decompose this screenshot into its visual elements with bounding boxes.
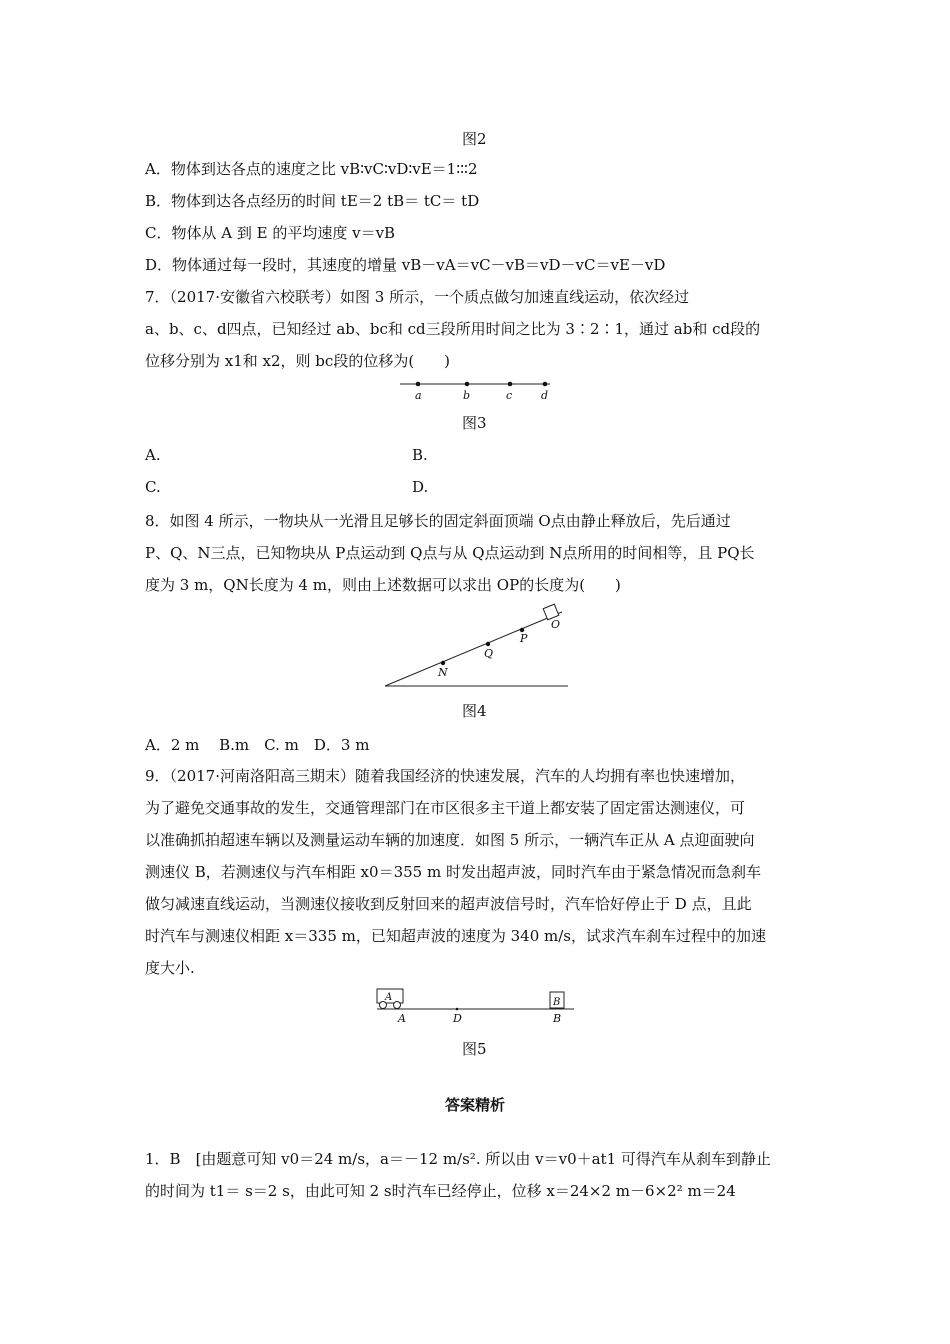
fig4-point-q — [486, 642, 490, 646]
q7-line-2: a、b、c、d四点，已知经过 ab、bc和 cd三段所用时间之比为 3∶2∶1，通过 ab和 cd段的 — [145, 320, 761, 338]
fig4-caption: 图4 — [462, 702, 487, 720]
fig4-label-p: P — [520, 632, 528, 645]
fig4-label-o: O — [551, 618, 561, 631]
q6-option-a: A．物体到达各点的速度之比 vB∶vC∶vD∶vE＝1∶∶∶2 — [145, 160, 478, 178]
fig5-car-wheel-right — [394, 1002, 401, 1009]
fig3-label-b: b — [463, 389, 471, 402]
fig3-point-a — [416, 382, 421, 387]
q6-option-d: D．物体通过每一段时，其速度的增量 vB－vA＝vC－vB＝vD－vC＝vE－vD — [145, 256, 666, 274]
fig5-label-d: D — [453, 1012, 462, 1025]
figure-5 — [372, 984, 582, 1026]
q9-line-5: 做匀减速直线运动，当测速仪接收到反射回来的超声波信号时，汽车恰好停止于 D 点，且此 — [145, 895, 752, 913]
fig4-incline — [385, 612, 562, 686]
fig5-caption: 图5 — [462, 1040, 487, 1058]
fig3-point-d — [543, 382, 548, 387]
fig4-label-n: N — [438, 666, 448, 679]
q8-line-3: 度为 3 m，QN长度为 4 m，则由上述数据可以求出 OP的长度为( ) — [145, 576, 621, 594]
q7-option-d: D. — [412, 478, 429, 496]
q9-line-7: 度大小. — [145, 959, 195, 977]
answer-title: 答案精析 — [444, 1096, 505, 1114]
fig3-caption: 图3 — [462, 414, 487, 432]
fig4-label-q: Q — [484, 647, 494, 660]
q6-option-b: B．物体到达各点经历的时间 tE＝2 tB＝ tC＝ tD — [145, 192, 480, 210]
q6-option-c: C．物体从 A 到 E 的平均速度 v＝vB — [145, 224, 396, 242]
fig5-radar-label: B — [553, 997, 561, 1008]
fig3-point-b — [465, 382, 470, 387]
q7-line-1: 7．（2017·安徽省六校联考）如图 3 所示，一个质点做匀加速直线运动，依次经过 — [145, 288, 690, 306]
q7-line-3: 位移分别为 x1和 x2，则 bc段的位移为( ) — [145, 352, 451, 370]
answer-line-2: 的时间为 t1＝ s＝2 s，由此可知 2 s时汽车已经停止，位移 x＝24×2 m－6×2² m＝24 — [145, 1182, 736, 1200]
q7-option-b: B. — [412, 446, 428, 464]
fig5-car-label: A — [385, 992, 393, 1003]
fig3-label-d: d — [541, 389, 549, 402]
fig4-point-n — [441, 661, 445, 665]
fig5-point-d — [456, 1008, 459, 1011]
q9-line-1: 9．（2017·河南洛阳高三期末）随着我国经济的快速发展，汽车的人均拥有率也快速增加， — [145, 767, 745, 785]
q7-option-a: A. — [145, 446, 161, 464]
fig5-label-b: B — [553, 1012, 562, 1025]
q7-option-c: C. — [145, 478, 161, 496]
q8-options: A．2 m B.m C. m D．3 m — [145, 736, 370, 754]
fig2-caption: 图2 — [462, 130, 487, 148]
fig5-label-a: A — [398, 1012, 406, 1025]
q9-line-2: 为了避免交通事故的发生，交通管理部门在市区很多主干道上都安装了固定雷达测速仪，可 — [145, 799, 746, 817]
q9-line-6: 时汽车与测速仪相距 x＝335 m，已知超声波的速度为 340 m/s，试求汽车刹车过程中的加速 — [145, 927, 766, 945]
answer-line-1: 1．B [由题意可知 v0＝24 m/s，a＝－12 m/s². 所以由 v＝v0＋at1 可得汽车从刹车到静止 — [145, 1150, 771, 1168]
fig3-label-a: a — [415, 389, 422, 402]
figure-3 — [395, 375, 560, 405]
figure-4 — [380, 600, 575, 692]
fig3-label-c: c — [506, 389, 513, 402]
q9-line-3: 以准确抓拍超速车辆以及测量运动车辆的加速度．如图 5 所示，一辆汽车正从 A 点迎面驶向 — [145, 831, 755, 849]
q8-line-2: P、Q、N三点，已知物块从 P点运动到 Q点与从 Q点运动到 N点所用的时间相等，且 PQ长 — [145, 544, 755, 562]
fig3-point-c — [508, 382, 513, 387]
q8-line-1: 8．如图 4 所示，一物块从一光滑且足够长的固定斜面顶端 O点由静止释放后，先后通过 — [145, 512, 731, 530]
q9-line-4: 测速仪 B，若测速仪与汽车相距 x0＝355 m 时发出超声波，同时汽车由于紧急情况而急刹车 — [145, 863, 761, 881]
